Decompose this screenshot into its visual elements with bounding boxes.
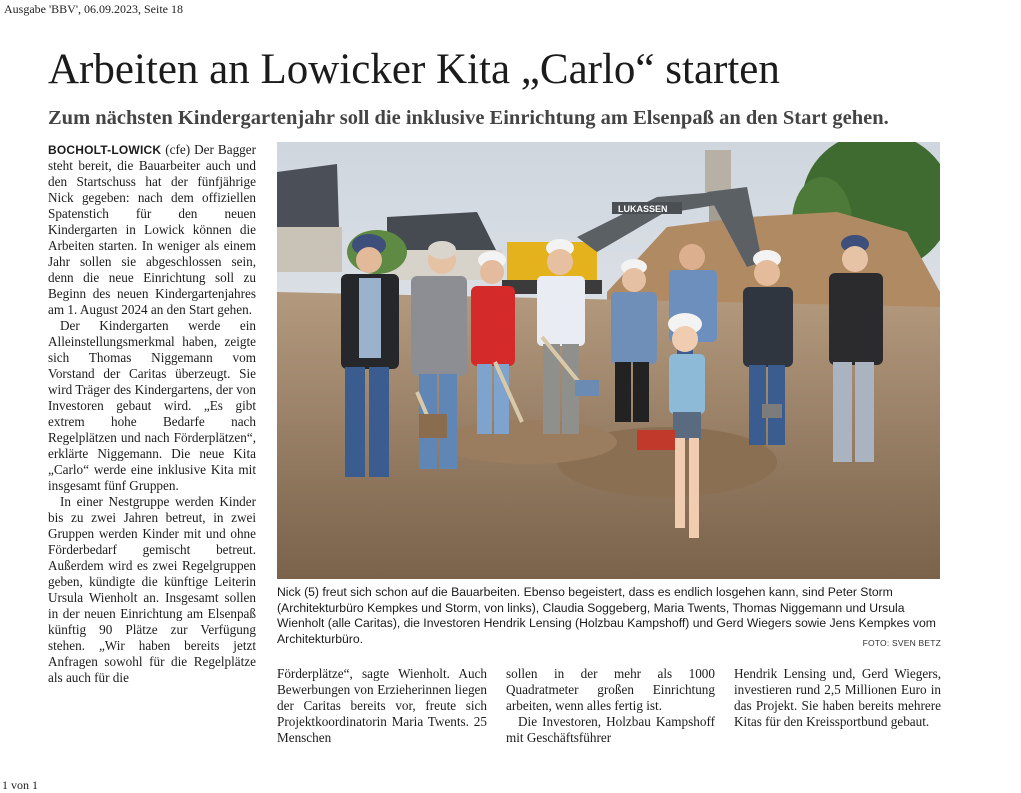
subline: Zum nächsten Kindergartenjahr soll die inklusive Einrichtung am Elsenpaß an den Start gehen. [48, 107, 889, 129]
article-paragraph-7: Hendrik Lensing und, Gerd Wiegers, investieren rund 2,5 Millionen Euro in das Projekt. Sie haben bereits mehrere Kitas für den Kreissportbund gebaut. [734, 666, 941, 729]
photo-credit: FOTO: SVEN BETZ [862, 638, 941, 648]
article-photo [277, 142, 940, 579]
dateline: BOCHOLT-LOWICK [48, 143, 162, 157]
paragraph-text: (cfe) Der Bagger steht bereit, die Bauarbeiter auch und den Startschuss hat der fünfjährige Nick gegeben: nach dem offiziellen Spatenstich für den neuen Kindergarten in Lowick können die Arbeiten starten. In weniger als einem Jahr sollen sie abgeschlossen sein, denn die neue Einrichtung soll zu Beginn des neuen Kindergartenjahres am 1. August 2024 an den Start gehen. [48, 142, 257, 317]
excavator-brand: LUKASSEN [618, 204, 668, 214]
article-paragraph-4: Förderplätze“, sagte Wienholt. Auch Bewerbungen von Erzieherinnen liegen der Caritas bereits vor, freute sich Projektkoordinatorin Maria Twents. 25 Menschen [277, 666, 487, 745]
article-column-left [48, 142, 256, 686]
photo-caption: Nick (5) freut sich schon auf die Bauarbeiten. Ebenso begeistert, dass es endlich losgehen kann, sind Peter Storm (Architekturbüro Kempkes und Storm, von links), Claudia Soggeberg, Maria Twents, Thomas Niggemann und Ursula Wienholt (alle Caritas), die Investoren Hendrik Lensing (Holzbau Kampshoff) und Gerd Wiegers sowie Jens Kempkes vom Architekturbüro. [277, 585, 936, 646]
article-paragraph-5: sollen in der mehr als 1000 Quadratmeter großen Einrichtung arbeiten, wenn alles fertig ist. [506, 666, 715, 713]
house-roof [277, 164, 339, 227]
article-column-bottom-3 [734, 666, 941, 730]
groundbreaking-photo [277, 142, 940, 579]
article-paragraph-2: Der Kindergarten werde ein Alleinstellungsmerkmal haben, zeigte sich Thomas Niggemann vom Vorstand der Caritas überzeugt. Sie wird Träger des Kindergartens, der von Investoren gebaut wird. „Es gibt extrem hohe Bedarfe nach Regelplätzen und nach Förderplätzen“, erklärte Niggemann. Die neue Kita „Carlo“ werde eine inklusive Kita mit insgesamt fünf Gruppen. [48, 318, 256, 493]
article-column-bottom-1 [277, 666, 487, 746]
print-header: Ausgabe 'BBV', 06.09.2023, Seite 18 [4, 2, 183, 16]
article-paragraph-6: Die Investoren, Holzbau Kampshoff mit Geschäftsführer [506, 714, 715, 745]
print-footer: 1 von 1 [2, 778, 38, 792]
article-paragraph-1 [48, 142, 256, 318]
article-column-bottom-2 [506, 666, 715, 746]
headline: Arbeiten an Lowicker Kita „Carlo“ starten [48, 46, 780, 93]
article-paragraph-3: In einer Nestgruppe werden Kinder bis zu zwei Jahren betreut, in zwei Gruppen werden Kinder mit und ohne Förderbedarf gemischt betreut. Außerdem wird es zwei Regelgruppen geben, kündigte die künftige Leiterin Ursula Wienholt an. Insgesamt sollen in der neuen Einrichtung am Elsenpaß künftig 90 Plätze zur Verfügung stehen. „Wir haben bereits jetzt Anfragen sowohl für die Regelplätze als auch für die [48, 494, 256, 685]
